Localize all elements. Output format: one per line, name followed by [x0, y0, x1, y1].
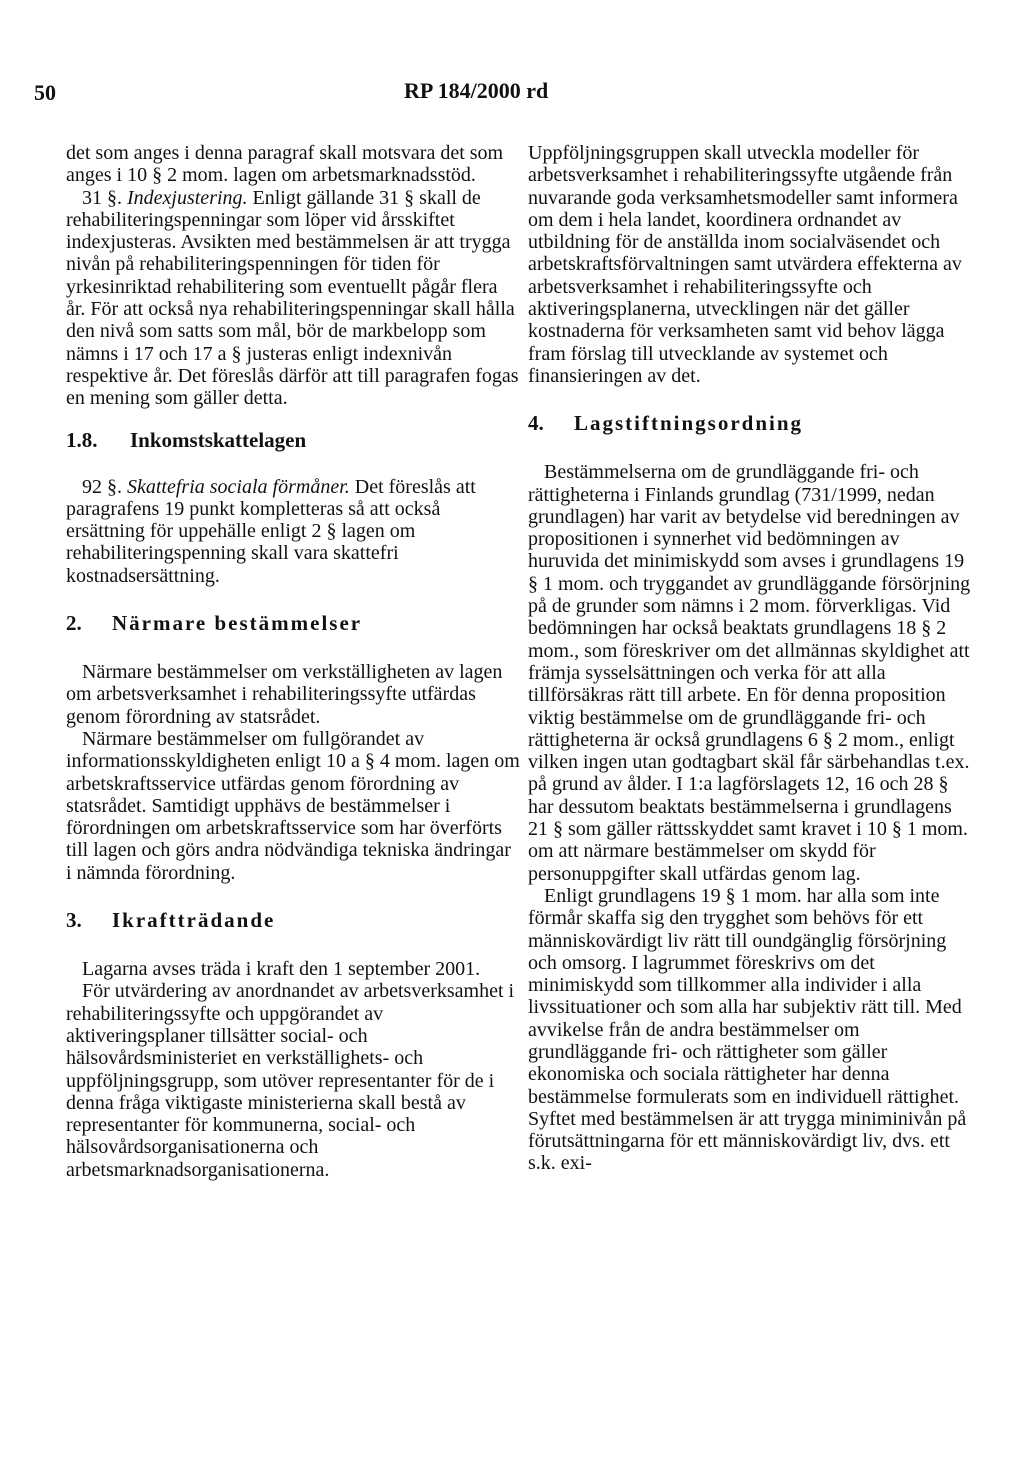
heading-2-title: Närmare bestämmelser — [112, 611, 363, 636]
heading-4-number: 4. — [528, 411, 544, 436]
right-paragraph-3: Enligt grundlagens 19 § 1 mom. har alla som inte förmår skaffa sig den trygghet som behövs för ett människovärdigt liv rätt till oundgänglig försörjning och omsorg. I lagrummet föreskrivs om det minimiskydd som tillkommer alla individer i alla livssituationer och som alla har subjektiv rätt till. Med avvikelse från de andra bestämmelser om grundläggande fri- och rättigheter som gäller ekonomiska och sociala rättigheter har denna bestämmelse formulerats som en individuell rättighet. Syftet med bestämmelsen är att trygga miniminivån på förutsättningarna för ett människovärdigt liv, dvs. ett s.k. exi- — [528, 884, 967, 1175]
section-92-lead: 92 §. — [82, 475, 122, 498]
page-number: 50 — [34, 80, 56, 105]
right-paragraph-1: Uppföljningsgruppen skall utveckla modeller för arbetsverksamhet i rehabiliteringssyfte utgående från nuvarande goda verksamhetsmodeller samt informera om dem i hela landet, koordinera ordnandet av utbildning för de anställda inom socialväsendet och arbetskraftsförvaltningen samt utvärdera effekterna av arbetsverksamhet i rehabiliteringssyfte och aktiveringsplanerna, utvecklingen när det gäller kostnaderna för verksamheten samt vid behov lägga fram förslag till utvecklande av systemet och finansieringen av det. — [528, 142, 962, 387]
left-paragraph-6: Lagarna avses träda i kraft den 1 september 2001. — [82, 958, 481, 981]
heading-3-title: Ikraftträdande — [112, 908, 276, 933]
section-31-title: Indexjustering. — [127, 186, 248, 209]
heading-1-8 — [66, 428, 520, 452]
heading-3-number: 3. — [66, 908, 82, 933]
left-paragraph-3 — [66, 476, 520, 587]
left-column — [66, 142, 520, 1181]
left-paragraph-1: det som anges i denna paragraf skall motsvara det som anges i 10 § 2 mom. lagen om arbetsmarknadsstöd. — [66, 142, 504, 187]
right-column — [528, 142, 974, 1175]
left-paragraph-2 — [66, 187, 520, 410]
section-31-text: Enligt gällande 31 § skall de rehabiliteringspenningar som löper vid årsskiftet indexjusteras. Avsikten med bestämmelsen är att trygga nivån på rehabiliteringspenningen för tiden för yrkesinriktad rehabilitering som eventuellt pågår flera år. För att också nya rehabiliteringspenningar skall hålla den nivå som satts som mål, bör de markbelopp som nämns i 17 och 17 a § justeras enligt indexnivån respektive år. Det föreslås därför att till paragrafen fogas en mening som gäller detta. — [66, 186, 519, 410]
left-paragraph-5: Närmare bestämmelser om fullgörandet av informationsskyldigheten enligt 10 a § 4 mom. lagen om arbetskraftsservice utfärdas genom förordning av statsrådet. Samtidigt upphävs de bestämmelser i förordningen om arbetskraftsservice som har överförts till lagen och görs andra nödvändiga tekniska ändringar i nämnda förordning. — [66, 727, 520, 884]
section-92-title: Skattefria sociala förmåner. — [127, 475, 350, 498]
heading-2-number: 2. — [66, 611, 82, 636]
heading-4 — [528, 411, 974, 435]
left-paragraph-4: Närmare bestämmelser om verkställigheten av lagen om arbetsverksamhet i rehabiliteringssyfte utfärdas genom förordning av statsrådet. — [66, 661, 503, 728]
heading-1-8-title: Inkomstskattelagen — [130, 427, 307, 452]
heading-1-8-number: 1.8. — [66, 427, 98, 452]
heading-2 — [66, 611, 520, 635]
heading-3 — [66, 908, 520, 932]
right-paragraph-2: Bestämmelserna om de grundläggande fri- och rättigheterna i Finlands grundlag (731/1999, nedan grundlagen) har varit av betydelse vid beredningen av propositionen i synnerhet vid bedömningen av huruvida det minimiskydd som avses i grundlagens 19 § 1 mom. och tryggandet av grundläggande försörjning på de grunder som nämns i 2 mom. förverkligas. Vid bedömningen har också beaktats grundlagens 18 § 2 mom., som föreskriver om det allmännas skyldighet att främja sysselsättningen och verka för att alla tillförsäkras rätt till arbete. En för denna proposition viktig bestämmelse om de grundläggande fri- och rättigheterna är också grundlagens 6 § 2 mom., enligt vilken ingen utan godtagbart skäl får särbehandlas t.ex. på grund av ålder. I 1:a lagförslagets 12, 16 och 28 § har dessutom beaktats bestämmelserna i grundlagens 21 § som gäller rättsskyddet samt kravet i 10 § 1 mom. om att närmare bestämmelser om skydd för personuppgifter skall utfärdas genom lag. — [528, 461, 971, 885]
heading-4-title: Lagstiftningsordning — [574, 411, 804, 436]
section-92-text: Det föreslås att paragrafens 19 punkt kompletteras så att också ersättning för uppehälle enligt 2 § lagen om rehabiliteringspenning skall vara skattefri kostnadsersättning. — [66, 475, 476, 587]
left-paragraph-7: För utvärdering av anordnandet av arbetsverksamhet i rehabiliteringssyfte och uppgörandet av aktiveringsplaner tillsätter social- och hälsovårdsministeriet en verkställighets- och uppföljningsgrupp, som utöver representanter för de i denna fråga viktigaste ministerierna skall bestå av representanter för kommunerna, social- och hälsovårdsorganisationerna och arbetsmarknadsorganisationerna. — [66, 980, 515, 1181]
section-31-lead: 31 §. — [82, 186, 122, 209]
running-head: RP 184/2000 rd — [404, 78, 549, 103]
